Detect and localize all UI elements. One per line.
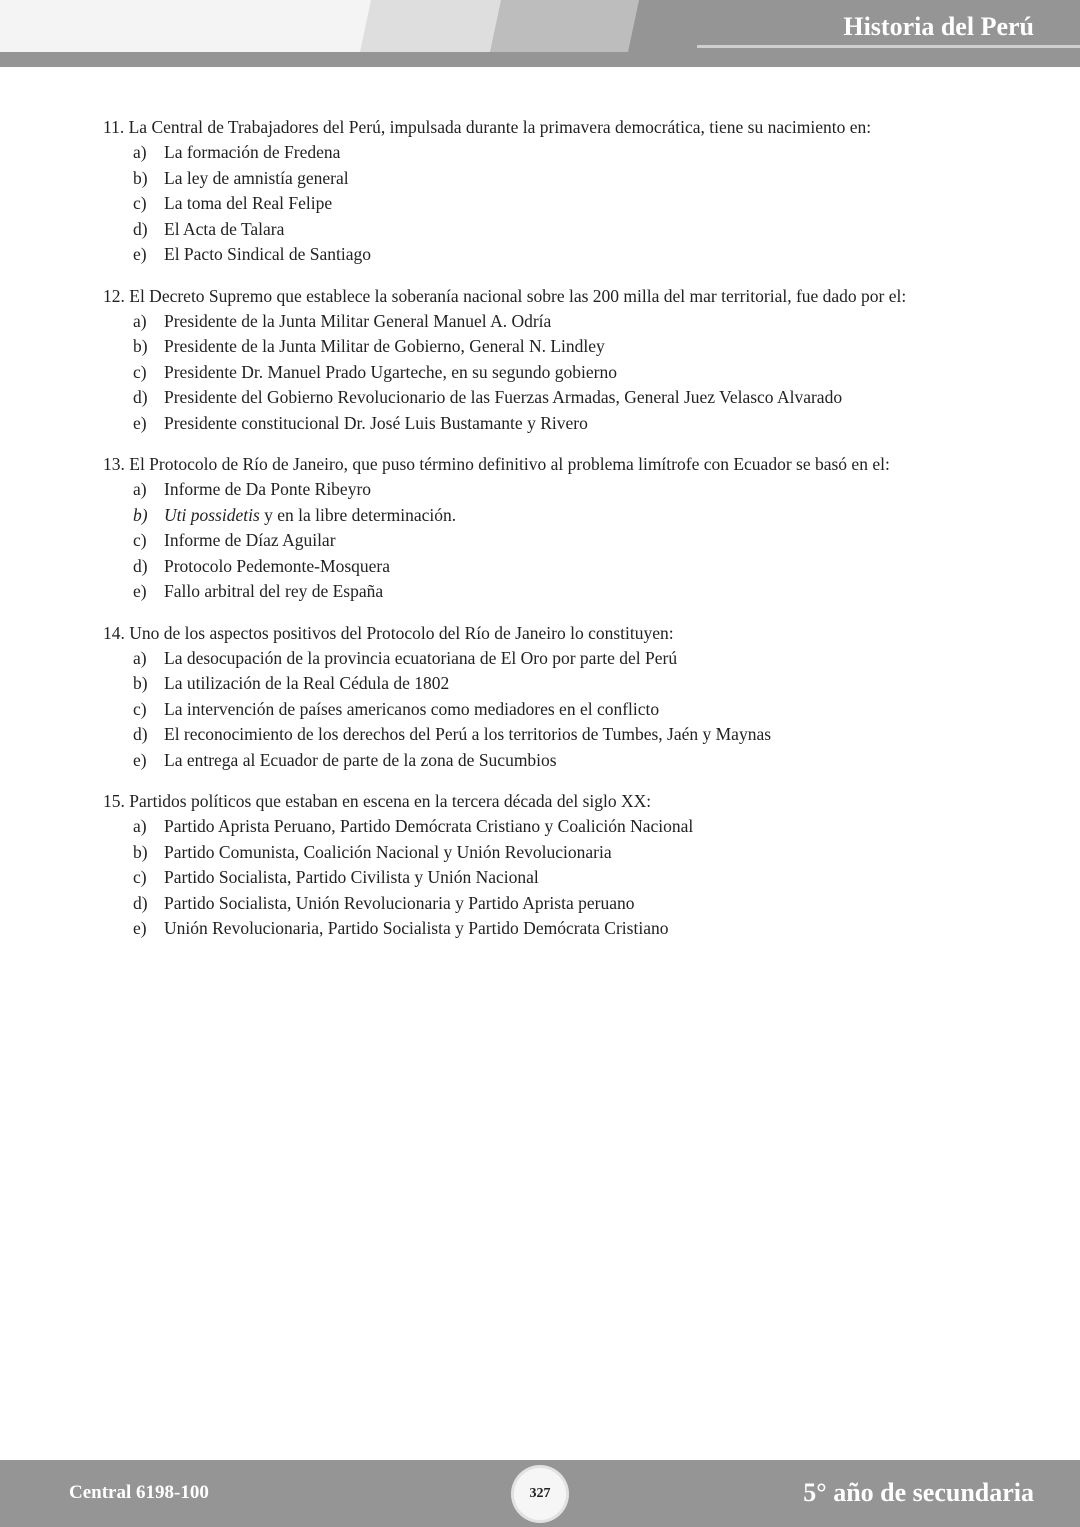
option-letter: c) <box>133 867 147 887</box>
option-letter: d) <box>133 892 148 913</box>
option-text: Informe de Da Ponte Ribeyro <box>164 479 372 499</box>
questions-list <box>103 115 1003 958</box>
option-letter: b) <box>133 841 148 862</box>
option-letter: a) <box>133 647 147 668</box>
answer-option <box>103 579 1003 605</box>
question-text: Partidos políticos que estaban en escena en la tercera década del siglo XX: <box>129 791 652 811</box>
option-letter: b) <box>133 673 148 693</box>
answer-option <box>103 503 1003 529</box>
answer-option <box>103 166 1003 192</box>
option-text: El Pacto Sindical de Santiago <box>164 244 372 264</box>
option-letter: d) <box>133 218 148 239</box>
answer-option <box>103 242 1003 268</box>
option-letter: e) <box>133 918 147 938</box>
option-letter: e) <box>133 749 147 770</box>
question-number: 12. <box>103 285 125 306</box>
option-text: Partido Socialista, Partido Civilista y Unión Nacional <box>164 867 539 887</box>
answer-option <box>103 140 1003 166</box>
option-text: Presidente constitucional Dr. José Luis Bustamante y Rivero <box>164 412 588 433</box>
question-stem <box>103 284 1003 309</box>
option-letter: d) <box>133 555 148 576</box>
answer-option <box>103 217 1003 243</box>
question <box>103 621 1003 774</box>
question <box>103 452 1003 605</box>
answer-option <box>103 360 1003 386</box>
option-text: Presidente Dr. Manuel Prado Ugarteche, en su segundo gobierno <box>164 361 617 382</box>
option-text: Presidente de la Junta Militar General Manuel A. Odría <box>164 310 552 331</box>
question-number: 11. <box>103 117 125 137</box>
option-text: El reconocimiento de los derechos del Perú a los territorios de Tumbes, Jaén y Maynas <box>164 724 772 744</box>
option-letter: b) <box>133 504 148 525</box>
question-number: 13. <box>103 454 125 474</box>
option-letter: b) <box>133 336 148 356</box>
answer-option <box>103 697 1003 723</box>
option-letter: d) <box>133 724 148 744</box>
question-number: 15. <box>103 791 125 811</box>
option-italic-text: Uti possidetis <box>164 504 260 525</box>
question-number: 14. <box>103 622 125 643</box>
option-text: La intervención de países americanos como mediadores en el conflicto <box>164 698 660 719</box>
option-text: La desocupación de la provincia ecuatoriana de El Oro por parte del Perú <box>164 647 678 668</box>
footer-phone: Central 6198-100 <box>69 1482 209 1503</box>
option-text: Unión Revolucionaria, Partido Socialista y Partido Demócrata Cristiano <box>164 918 669 938</box>
answer-option <box>103 334 1003 360</box>
answer-option <box>103 814 1003 840</box>
question-stem <box>103 789 1003 814</box>
option-text: Informe de Díaz Aguilar <box>164 530 336 550</box>
option-letter: c) <box>133 361 147 382</box>
option-letter: e) <box>133 581 147 601</box>
header-bar <box>0 52 1080 67</box>
answer-option <box>103 309 1003 335</box>
option-text: La ley de amnistía general <box>164 167 349 188</box>
question-stem <box>103 621 1003 646</box>
answer-option <box>103 748 1003 774</box>
answer-option <box>103 528 1003 554</box>
option-letter: a) <box>133 310 147 331</box>
question-text: Uno de los aspectos positivos del Protocolo del Río de Janeiro lo constituyen: <box>129 622 674 643</box>
question <box>103 789 1003 942</box>
question-text: La Central de Trabajadores del Perú, impulsada durante la primavera democrática, tiene su nacimiento en: <box>128 117 872 137</box>
option-text: Protocolo Pedemonte-Mosquera <box>164 555 390 576</box>
question-stem <box>103 115 1003 140</box>
option-text: Partido Aprista Peruano, Partido Demócrata Cristiano y Coalición Nacional <box>164 816 694 836</box>
option-text: La entrega al Ecuador de parte de la zona de Sucumbios <box>164 749 557 770</box>
answer-option <box>103 865 1003 891</box>
option-letter: b) <box>133 167 148 188</box>
answer-option <box>103 891 1003 917</box>
page-number: 327 <box>514 1468 566 1520</box>
option-text: El Acta de Talara <box>164 218 285 239</box>
option-text: Partido Comunista, Coalición Nacional y Unión Revolucionaria <box>164 841 612 862</box>
question-text: El Decreto Supremo que establece la soberanía nacional sobre las 200 milla del mar territorial, fue dado por el: <box>129 285 907 306</box>
option-text: La utilización de la Real Cédula de 1802 <box>164 673 450 693</box>
option-text: Presidente del Gobierno Revolucionario de las Fuerzas Armadas, General Juez Velasco Alvarado <box>164 387 843 407</box>
question-text: El Protocolo de Río de Janeiro, que puso término definitivo al problema limítrofe con Ecuador se basó en el: <box>129 454 890 474</box>
question <box>103 115 1003 268</box>
answer-option <box>103 722 1003 748</box>
option-text: La formación de Fredena <box>164 142 341 162</box>
option-letter: c) <box>133 530 147 550</box>
option-letter: e) <box>133 412 147 433</box>
header-underline <box>697 45 1080 48</box>
option-letter: a) <box>133 479 147 499</box>
footer-grade: 5° año de secundaria <box>803 1478 1034 1507</box>
option-text: Fallo arbitral del rey de España <box>164 581 384 601</box>
answer-option <box>103 916 1003 942</box>
question-stem <box>103 452 1003 477</box>
option-letter: a) <box>133 816 147 836</box>
option-letter: e) <box>133 244 147 264</box>
option-letter: c) <box>133 193 147 213</box>
option-text: Presidente de la Junta Militar de Gobierno, General N. Lindley <box>164 336 605 356</box>
answer-option <box>103 646 1003 672</box>
option-text: La toma del Real Felipe <box>164 193 333 213</box>
answer-option <box>103 385 1003 411</box>
header-title: Historia del Perú <box>843 12 1034 41</box>
answer-option <box>103 411 1003 437</box>
answer-option <box>103 554 1003 580</box>
option-text: Partido Socialista, Unión Revolucionaria y Partido Aprista peruano <box>164 892 635 913</box>
question <box>103 284 1003 437</box>
answer-option <box>103 477 1003 503</box>
option-letter: d) <box>133 387 148 407</box>
answer-option <box>103 840 1003 866</box>
option-letter: c) <box>133 698 147 719</box>
answer-option <box>103 671 1003 697</box>
answer-option <box>103 191 1003 217</box>
option-letter: a) <box>133 142 147 162</box>
option-text: y en la libre determinación. <box>259 504 457 525</box>
